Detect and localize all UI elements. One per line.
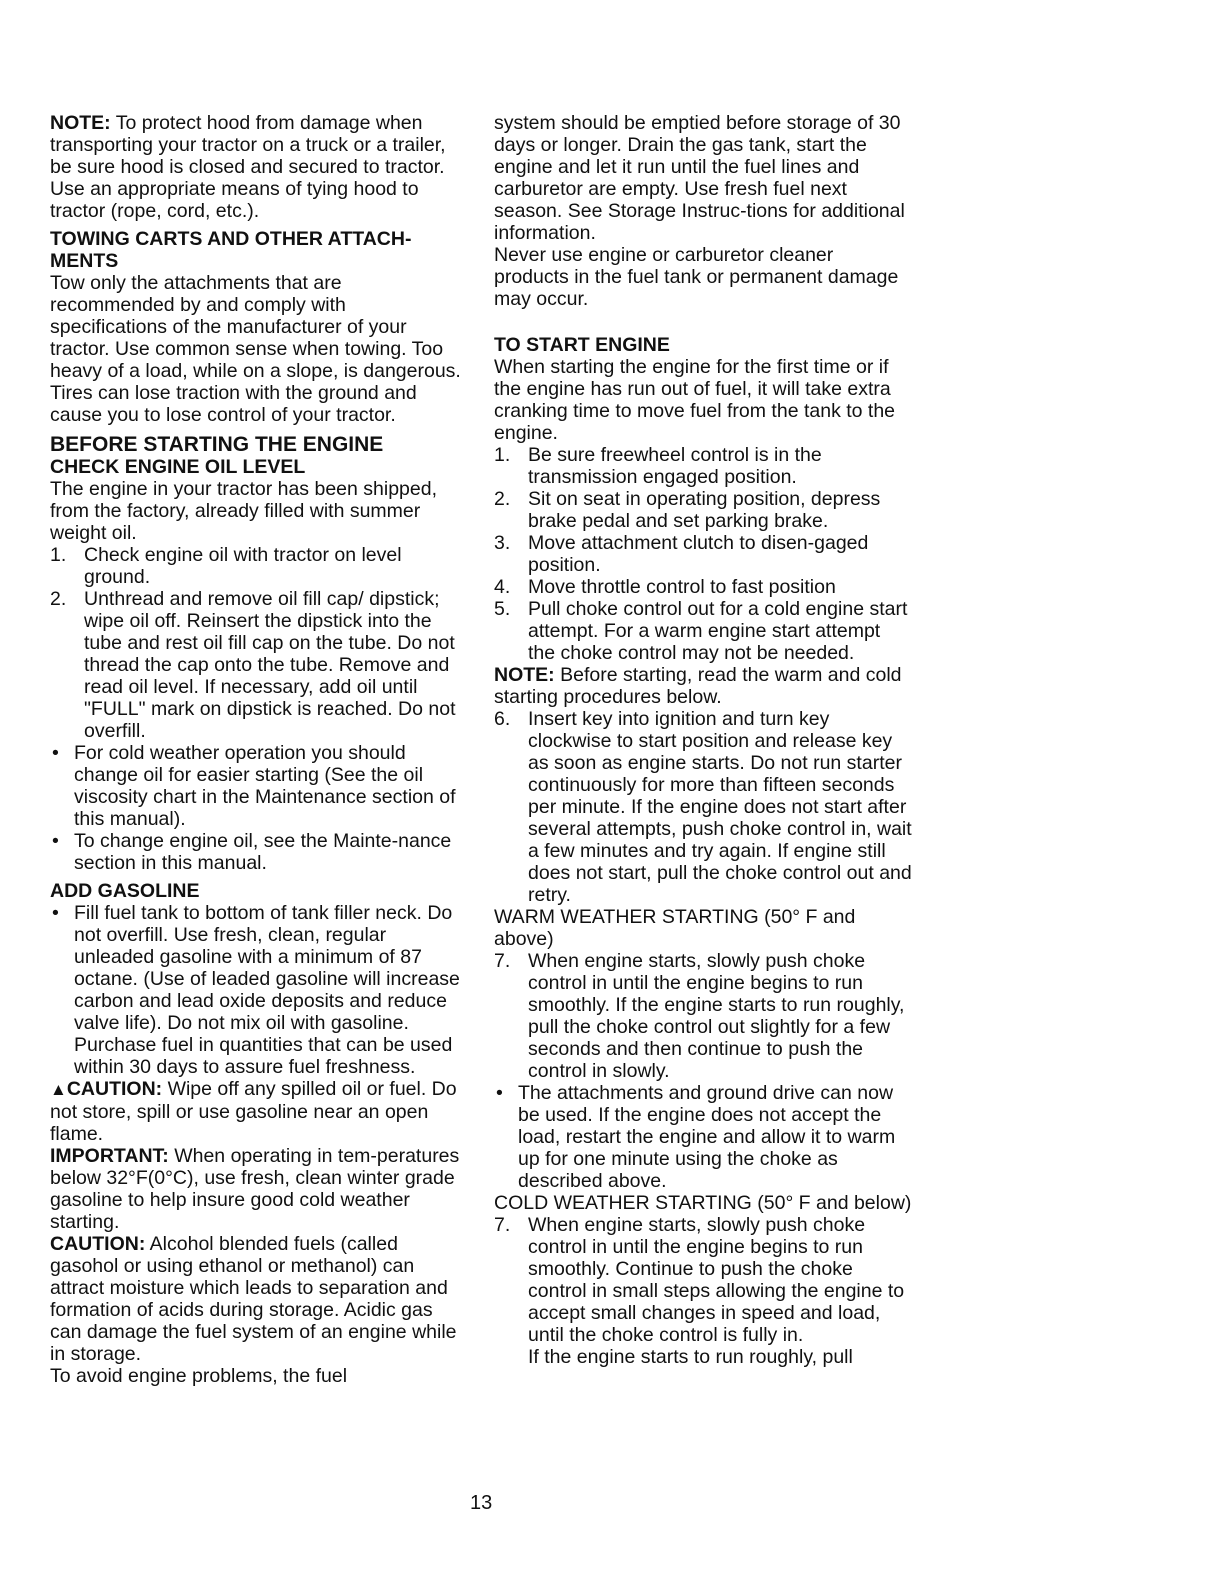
cold-tail-text: If the engine starts to run roughly, pull [528, 1346, 853, 1368]
start-engine-heading: TO START ENGINE [494, 334, 670, 356]
bullet-text: To change engine oil, see the Mainte-nance section in this manual. [74, 830, 452, 874]
bullet-icon: • [52, 830, 59, 852]
start-intro-text: When starting the engine for the first time or if the engine has run out of fuel, it will take extra cranking time to move fuel from the tank to the engine. [494, 356, 896, 444]
step-number: 1. [494, 444, 511, 466]
list-item [494, 708, 912, 906]
step-number: 1. [50, 544, 67, 566]
avoid-problems-text: To avoid engine problems, the fuel [50, 1365, 348, 1387]
note-paragraph [50, 112, 468, 222]
bullet-text: Fill fuel tank to bottom of tank filler neck. Do not overfill. Use fresh, clean, regular unleaded gasoline with a minimum of 87 octane. (Use of leaded gasoline will increase carbon and lead oxide deposits and reduce valve life). Do not mix oil with gasoline. Purchase fuel in quantities that can be used within 30 days to assure fuel freshness. [74, 902, 460, 1078]
note-paragraph [494, 664, 912, 708]
important-label: IMPORTANT: [50, 1145, 169, 1167]
before-starting-heading: BEFORE STARTING THE ENGINE [50, 433, 384, 456]
step-text: Unthread and remove oil fill cap/ dipstick; wipe oil off. Reinsert the dipstick into the tube and rest oil fill cap on the tube. Do not thread the cap onto the tube. Remove and read oil level. If necessary, add oil until "FULL" mark on dipstick is reached. Do not overfill. [84, 588, 456, 742]
bullet-icon: • [52, 902, 59, 924]
list-item [494, 488, 912, 532]
list-item [50, 830, 468, 874]
step-number: 4. [494, 576, 511, 598]
warm-weather-heading: WARM WEATHER STARTING (50° F and above) [494, 906, 856, 950]
step-number: 3. [494, 532, 511, 554]
list-item [50, 742, 468, 830]
important-text: When operating in tem-peratures below 32°F(0°C), use fresh, clean winter grade gasoline to help insure good cold weather starting. [50, 1145, 460, 1233]
bullet-text: For cold weather operation you should change oil for easier starting (See the oil viscosity chart in the Maintenance section of this manual). [74, 742, 456, 830]
caution-label: CAUTION: [50, 1233, 146, 1255]
step-number: 7. [494, 950, 511, 972]
step-number: 6. [494, 708, 511, 730]
oil-level-heading: CHECK ENGINE OIL LEVEL [50, 456, 306, 478]
step-number: 2. [494, 488, 511, 510]
towing-text: Tow only the attachments that are recommended by and comply with specifications of the manufacturer of your tractor. Use common sense when towing. Too heavy of a load, while on a slope, is dangerous. Tires can lose traction with the ground and cause you to lose control of your tractor. [50, 272, 461, 426]
oil-bullets-list [50, 742, 468, 874]
oil-steps-list [50, 544, 468, 742]
step-text: Pull choke control out for a cold engine start attempt. For a warm engine start attempt the choke control may not be needed. [528, 598, 908, 664]
bullet-icon: • [496, 1082, 503, 1104]
list-item [50, 902, 468, 1078]
warning-triangle-icon: ▲ [50, 1080, 67, 1099]
start-steps-list [494, 444, 912, 664]
step-text: When engine starts, slowly push choke control in until the engine begins to run smoothly. If the engine starts to run roughly, pull the choke control out slightly for a few seconds and then continue to push the control in slowly. [528, 950, 905, 1082]
add-gasoline-heading: ADD GASOLINE [50, 880, 200, 902]
list-item [50, 544, 468, 588]
step-text: Sit on seat in operating position, depress brake pedal and set parking brake. [528, 488, 881, 532]
list-item [494, 950, 912, 1082]
list-item [494, 1082, 912, 1192]
oil-intro-text: The engine in your tractor has been shipped, from the factory, already filled with summer weight oil. [50, 478, 438, 544]
caution-label: CAUTION: [66, 1078, 163, 1100]
left-column [50, 112, 468, 1387]
step-number: 2. [50, 588, 67, 610]
step-text: Move attachment clutch to disen-gaged position. [528, 532, 869, 576]
bullet-text: The attachments and ground drive can now be used. If the engine does not accept the load, restart the engine and allow it to warm up for one minute using the choke as described above. [518, 1082, 896, 1192]
caution-alcohol-paragraph [50, 1233, 468, 1365]
never-use-text: Never use engine or carburetor cleaner products in the fuel tank or permanent damage may occur. [494, 244, 899, 310]
list-item [494, 598, 912, 664]
caution-paragraph [50, 1078, 468, 1145]
right-column [494, 112, 912, 1368]
step-number: 5. [494, 598, 511, 620]
important-paragraph [50, 1145, 468, 1233]
fuel-continued-text: system should be emptied before storage of 30 days or longer. Drain the gas tank, start the engine and let it run until the fuel lines and carburetor are empty. Use fresh fuel next season. See Storage Instruc-tions for additional information. [494, 112, 905, 244]
caution-text: Wipe off any spilled oil or fuel. Do not store, spill or use gasoline near an open flame. [50, 1078, 457, 1145]
note-text: Before starting, read the warm and cold starting procedures below. [494, 664, 902, 708]
step-number: 7. [494, 1214, 511, 1236]
list-item [494, 444, 912, 488]
towing-heading: TOWING CARTS AND OTHER ATTACH-MENTS [50, 228, 412, 272]
list-item [494, 532, 912, 576]
note-label: NOTE: [50, 112, 111, 134]
spacer [494, 310, 912, 334]
list-item [494, 1214, 912, 1346]
step-text: Be sure freewheel control is in the transmission engaged position. [528, 444, 822, 488]
list-item [494, 576, 912, 598]
note-text: To protect hood from damage when transporting your tractor on a truck or a trailer, be sure hood is closed and secured to tractor. Use an appropriate means of tying hood to tractor (rope, cord, etc.). [50, 112, 446, 222]
step-text: Move throttle control to fast position [528, 576, 836, 598]
note-label: NOTE: [494, 664, 555, 686]
cold-weather-heading: COLD WEATHER STARTING (50° F and below) [494, 1192, 912, 1214]
step-text: Insert key into ignition and turn key clockwise to start position and release key as soon as engine starts. Do not run starter continuously for more than fifteen seconds per minute. If the engine does not start after several attempts, push choke control in, wait a few minutes and try again. If engine still does not start, pull the choke control out and retry. [528, 708, 912, 906]
step-text: Check engine oil with tractor on level ground. [84, 544, 402, 588]
page-number: 13 [470, 1492, 493, 1514]
bullet-icon: • [52, 742, 59, 764]
step-text: When engine starts, slowly push choke control in until the engine begins to run smoothly. Continue to push the choke control in small steps allowing the engine to accept small changes in speed and load, until the choke control is fully in. [528, 1214, 905, 1346]
list-item [50, 588, 468, 742]
caution-text: Alcohol blended fuels (called gasohol or using ethanol or methanol) can attract moisture which leads to separation and formation of acids during storage. Acidic gas can damage the fuel system of an engine while in storage. [50, 1233, 457, 1365]
